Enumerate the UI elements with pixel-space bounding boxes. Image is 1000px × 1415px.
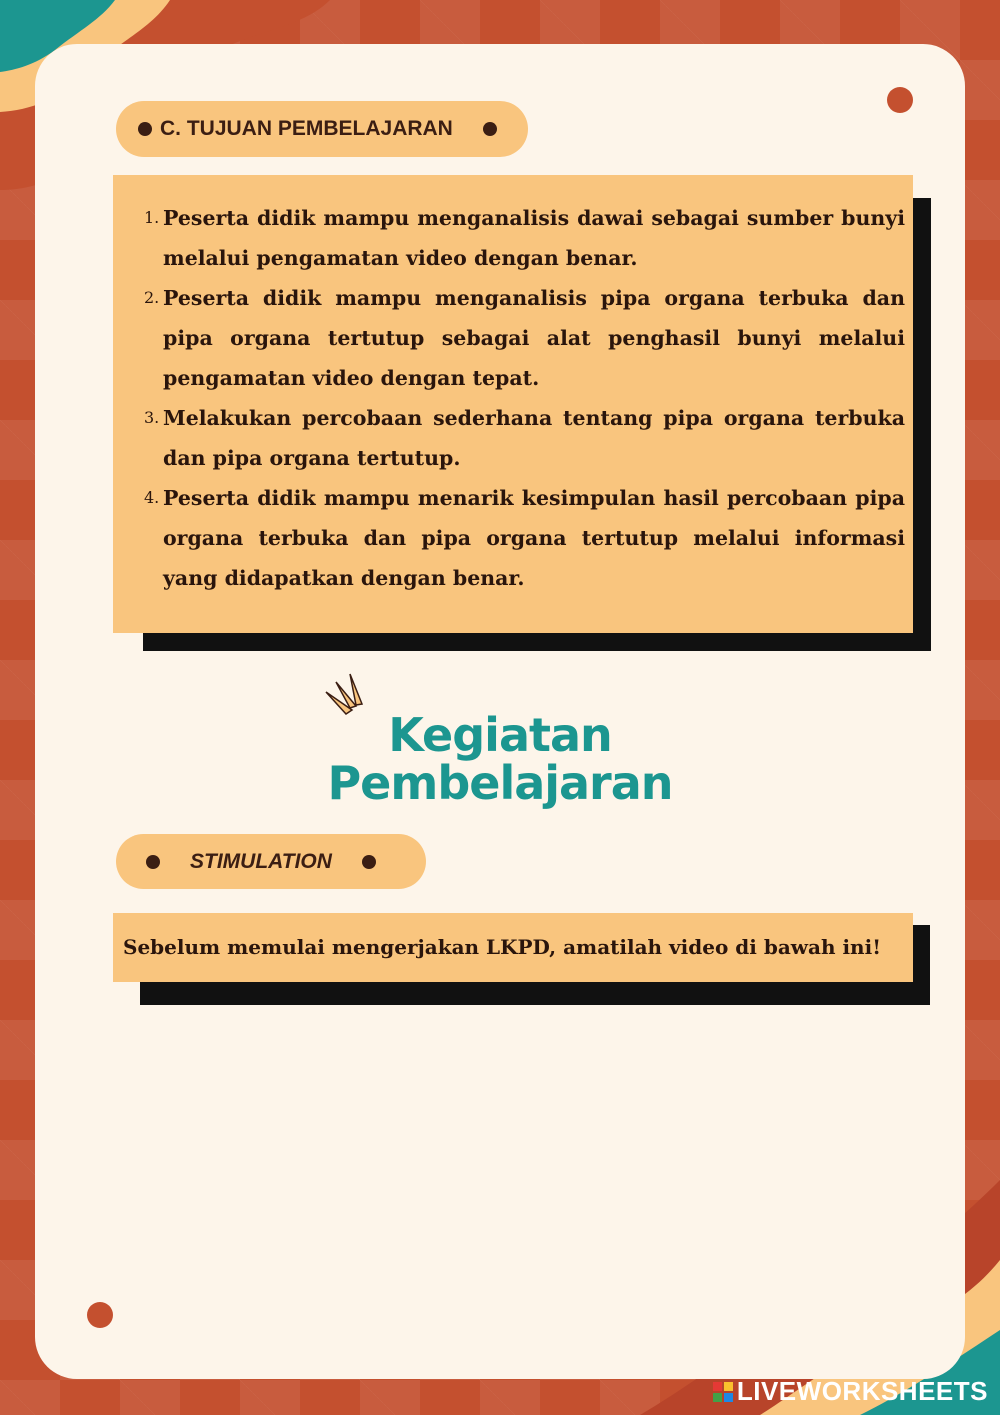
objective-text: Peserta didik mampu menganalisis dawai sebagai sumber bunyi melalui pengamatan video dengan benar. (163, 206, 905, 270)
bullet-dot (138, 122, 152, 136)
section-c-title-pill (116, 101, 528, 157)
objective-item (113, 198, 905, 278)
stimulation-title-pill (116, 834, 426, 889)
bullet-dot (362, 855, 376, 869)
section-c-title: C. TUJUAN PEMBELAJARAN (160, 117, 453, 140)
watermark-text: LIVEWORKSHEETS (736, 1376, 988, 1406)
instruction-box (113, 913, 913, 982)
objective-number: 2. (144, 288, 160, 307)
decorative-dot (887, 87, 913, 113)
objective-text: Peserta didik mampu menganalisis pipa organa terbuka dan pipa organa tertutup sebagai alat penghasil bunyi melalui pengamatan video dengan tepat. (163, 286, 905, 390)
objective-text: Melakukan percobaan sederhana tentang pipa organa terbuka dan pipa organa tertutup. (163, 406, 905, 470)
objectives-list (113, 198, 905, 598)
stimulation-instruction: Sebelum memulai mengerjakan LKPD, amatilah video di bawah ini! (123, 935, 881, 959)
decorative-dot (87, 1302, 113, 1328)
stimulation-title: STIMULATION (190, 849, 332, 873)
heading-line-2: Pembelajaran (327, 756, 673, 810)
objective-number: 1. (144, 208, 160, 227)
liveworksheets-watermark (713, 1376, 988, 1407)
heading-line-1: Kegiatan (388, 708, 612, 762)
objective-number: 3. (144, 408, 160, 427)
objective-number: 4. (144, 488, 160, 507)
objective-item (113, 478, 905, 598)
bullet-dot (483, 122, 497, 136)
objective-text: Peserta didik mampu menarik kesimpulan hasil percobaan pipa organa terbuka dan pipa organa tertutup melalui informasi yang didapatkan dengan benar. (163, 486, 905, 590)
bullet-dot (146, 855, 160, 869)
objective-item (113, 278, 905, 398)
objective-item (113, 398, 905, 478)
liveworksheets-logo-icon (713, 1382, 733, 1402)
objectives-box (113, 175, 913, 633)
